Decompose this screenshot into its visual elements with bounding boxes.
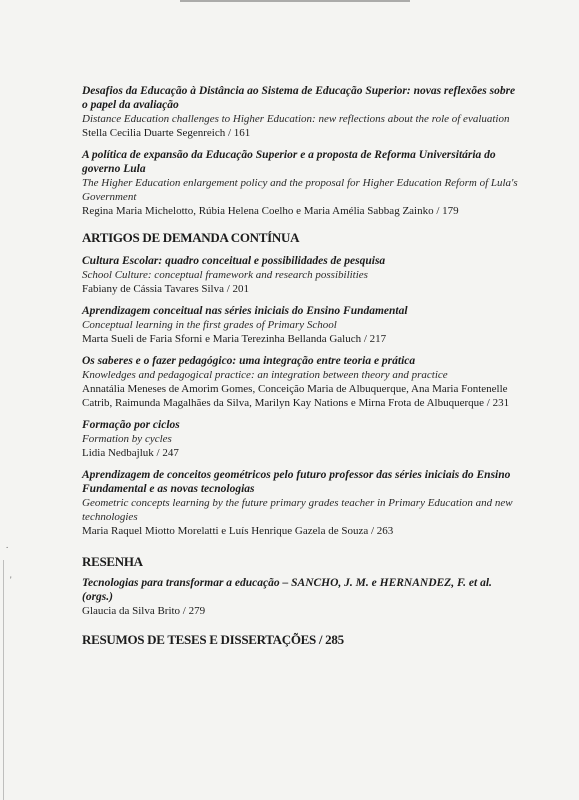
entry-authors: Marta Sueli de Faria Sforni e Maria Terezinha Bellanda Galuch / 217 (82, 333, 387, 345)
entry-subtitle: Formation by cycles (82, 433, 172, 445)
entry-title: Desafios da Educação à Distância ao Sistema de Educação Superior: novas reflexões sobre o papel da avaliação (82, 85, 516, 111)
entry-title: Os saberes e o fazer pedagógico: uma integração entre teoria e prática (82, 355, 416, 367)
entry-authors: Fabiany de Cássia Tavares Silva / 201 (82, 283, 250, 295)
entry-authors: Stella Cecilia Duarte Segenreich / 161 (82, 127, 251, 139)
section-heading-resumos[interactable]: RESUMOS DE TESES E DISSERTAÇÕES / 285 (82, 632, 344, 647)
entry-subtitle: Geometric concepts learning by the future primary grades teacher in Primary Education and new technologies (82, 497, 513, 523)
toc-entry[interactable] (82, 84, 522, 140)
toc-entry[interactable] (82, 576, 522, 618)
entry-title: Aprendizagem de conceitos geométricos pelo futuro professor das séries iniciais do Ensino Fundamental e as novas tecnologias (82, 469, 511, 495)
entry-subtitle: The Higher Education enlargement policy and the proposal for Higher Education Reform of Lula's Government (82, 177, 518, 203)
toc-entry[interactable] (82, 468, 522, 538)
toc-entry[interactable] (82, 148, 522, 218)
entry-subtitle: Distance Education challenges to Higher Education: new reflections about the role of evaluation (82, 113, 510, 125)
section-heading-resenha: RESENHA (82, 554, 143, 569)
entry-title: A política de expansão da Educação Superior e a proposta de Reforma Universitária do governo Lula (82, 149, 496, 175)
scan-margin-line (3, 560, 4, 800)
entry-authors: Annatália Meneses de Amorim Gomes, Conceição Maria de Albuquerque, Ana Maria Fontenelle Catrib, Raimunda Magalhães da Silva, Marilyn Kay Nations e Mirna Frota de Albuquerque / 231 (82, 383, 510, 409)
entry-title: Tecnologias para transformar a educação – SANCHO, J. M. e HERNANDEZ, F. et al. (orgs.) (82, 577, 492, 603)
entry-authors: Lidia Nedbajluk / 247 (82, 447, 179, 459)
section-heading-artigos: ARTIGOS DE DEMANDA CONTÍNUA (82, 230, 300, 245)
toc-entry[interactable] (82, 354, 522, 410)
table-of-contents (82, 84, 522, 656)
entry-subtitle: School Culture: conceptual framework and research possibilities (82, 269, 368, 281)
entry-subtitle: Knowledges and pedagogical practice: an integration between theory and practice (82, 369, 448, 381)
entry-authors: Maria Raquel Miotto Morelatti e Luís Henrique Gazela de Souza / 263 (82, 525, 394, 537)
entry-title: Cultura Escolar: quadro conceitual e possibilidades de pesquisa (82, 255, 386, 267)
toc-entry[interactable] (82, 254, 522, 296)
scan-margin-mark: . (6, 540, 9, 550)
entry-title: Aprendizagem conceitual nas séries iniciais do Ensino Fundamental (82, 305, 408, 317)
toc-entry[interactable] (82, 418, 522, 460)
entry-subtitle: Conceptual learning in the first grades of Primary School (82, 319, 337, 331)
scan-margin-mark: ' (10, 575, 12, 585)
entry-authors: Regina Maria Michelotto, Rúbia Helena Coelho e Maria Amélia Sabbag Zainko / 179 (82, 205, 459, 217)
entry-title: Formação por ciclos (82, 419, 180, 431)
toc-entry[interactable] (82, 304, 522, 346)
scan-top-edge (180, 0, 410, 2)
entry-authors: Glaucia da Silva Brito / 279 (82, 605, 206, 617)
